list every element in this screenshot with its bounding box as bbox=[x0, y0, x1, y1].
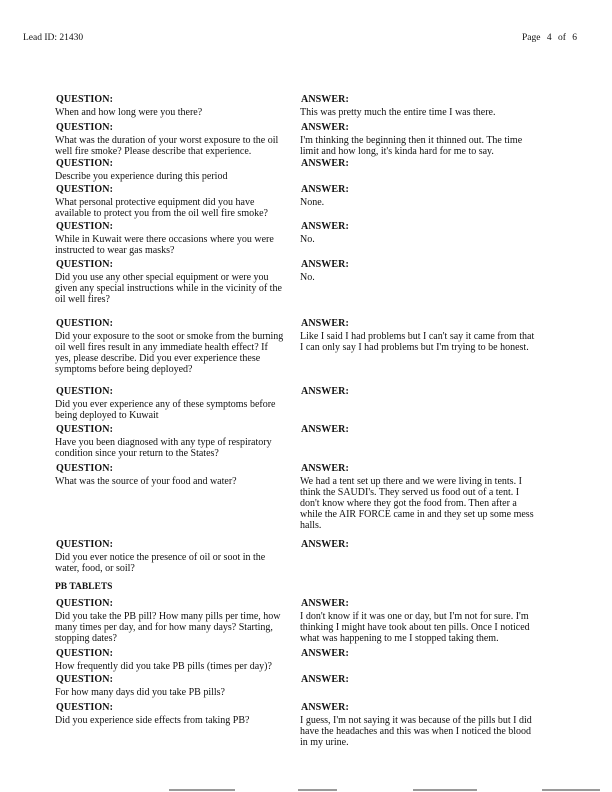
answer-text: I'm thinking the beginning then it thinned out. The time bbox=[300, 134, 523, 146]
answer-block bbox=[300, 424, 590, 437]
answer-label: ANSWER: bbox=[301, 386, 349, 397]
page-total: 6 bbox=[572, 33, 578, 43]
question-label: QUESTION: bbox=[56, 122, 114, 133]
question-text: For how many days did you take PB pills? bbox=[55, 686, 225, 698]
lead-id: Lead ID: 21430 bbox=[23, 33, 84, 43]
footer-rule bbox=[542, 789, 600, 791]
answer-text: don't know where they got the food from. Then after a bbox=[300, 497, 517, 509]
question-text: stopping dates? bbox=[55, 632, 117, 644]
answer-label: ANSWER: bbox=[301, 94, 349, 105]
answer-text: thinking I might have took about ten pills. Once I noticed bbox=[300, 621, 530, 633]
question-text: instructed to wear gas masks? bbox=[55, 244, 175, 256]
answer-text: think the SAUDI's. They served us food out of a tent. I bbox=[300, 486, 520, 498]
footer-rule bbox=[298, 789, 337, 791]
answer-block bbox=[300, 184, 590, 208]
footer-rule bbox=[413, 789, 477, 791]
question-text: While in Kuwait were there occasions where you were bbox=[55, 233, 274, 245]
question-block bbox=[55, 424, 295, 459]
question-label: QUESTION: bbox=[56, 648, 114, 659]
question-text: When and how long were you there? bbox=[55, 106, 203, 118]
question-block bbox=[55, 184, 295, 219]
answer-block bbox=[300, 598, 590, 644]
answer-text: I can only say I had problems but I'm trying to be honest. bbox=[300, 341, 529, 353]
question-block bbox=[55, 386, 295, 421]
question-text: Did your exposure to the soot or smoke from the burning bbox=[55, 330, 284, 342]
question-label: QUESTION: bbox=[56, 184, 114, 195]
answer-text: No. bbox=[300, 233, 315, 245]
section-heading-pb-tablets: PB TABLETS bbox=[55, 582, 113, 592]
question-text: Did you ever notice the presence of oil or soot in the bbox=[55, 551, 266, 563]
question-block bbox=[55, 463, 295, 487]
question-label: QUESTION: bbox=[56, 318, 114, 329]
page-current: 4 bbox=[546, 33, 552, 43]
answer-text: This was pretty much the entire time I was there. bbox=[300, 106, 496, 118]
question-block bbox=[55, 221, 295, 256]
question-label: QUESTION: bbox=[56, 598, 114, 609]
question-label: QUESTION: bbox=[56, 674, 114, 685]
question-text: water, food, or soil? bbox=[55, 562, 135, 574]
question-text: yes, please describe. Did you ever experience these bbox=[55, 352, 261, 364]
question-text: What was the source of your food and water? bbox=[55, 475, 237, 487]
answer-text: We had a tent set up there and we were living in tents. I bbox=[300, 475, 522, 487]
answer-label: ANSWER: bbox=[301, 674, 349, 685]
question-text: given any special instructions while in the vicinity of the bbox=[55, 282, 282, 294]
question-label: QUESTION: bbox=[56, 221, 114, 232]
question-text: oil well fires result in any immediate health effect? If bbox=[55, 341, 268, 353]
question-text: How frequently did you take PB pills (times per day)? bbox=[55, 660, 272, 672]
answer-block bbox=[300, 648, 590, 661]
answer-label: ANSWER: bbox=[301, 221, 349, 232]
question-text: Did you experience side effects from taking PB? bbox=[55, 714, 250, 726]
question-label: QUESTION: bbox=[56, 158, 114, 169]
question-text: Did you ever experience any of these symptoms before bbox=[55, 398, 276, 410]
answer-label: ANSWER: bbox=[301, 259, 349, 270]
answer-text: what was happening to me I stopped taking them. bbox=[300, 632, 499, 644]
answer-label: ANSWER: bbox=[301, 463, 349, 474]
answer-text: No. bbox=[300, 271, 315, 283]
question-text: Did you take the PB pill? How many pills per time, how bbox=[55, 610, 281, 622]
answer-block bbox=[300, 221, 590, 245]
answer-text: I don't know if it was one or day, but I'm not for sure. I'm bbox=[300, 610, 529, 622]
question-block bbox=[55, 539, 295, 574]
answer-text: limit and how long, it's kinda hard for me to say. bbox=[300, 145, 494, 157]
question-text: Have you been diagnosed with any type of respiratory bbox=[55, 436, 272, 448]
answer-text: None. bbox=[300, 196, 325, 208]
answer-label: ANSWER: bbox=[301, 424, 349, 435]
question-label: QUESTION: bbox=[56, 463, 114, 474]
question-text: being deployed to Kuwait bbox=[55, 409, 159, 421]
question-block bbox=[55, 94, 295, 118]
answer-label: ANSWER: bbox=[301, 539, 349, 550]
question-text: symptoms before being deployed? bbox=[55, 364, 193, 376]
question-text: condition since your return to the States? bbox=[55, 447, 219, 459]
answer-block bbox=[300, 702, 590, 748]
answer-label: ANSWER: bbox=[301, 158, 349, 169]
page-number bbox=[522, 33, 577, 43]
answer-text: while the AIR FORCE came in and they set up some mess bbox=[300, 509, 534, 521]
answer-label: ANSWER: bbox=[301, 598, 349, 609]
answer-block bbox=[300, 158, 590, 171]
answer-block bbox=[300, 539, 590, 552]
answer-label: ANSWER: bbox=[301, 318, 349, 329]
question-label: QUESTION: bbox=[56, 259, 114, 270]
question-text: available to protect you from the oil well fire smoke? bbox=[55, 207, 268, 219]
question-text: well fire smoke? Please describe that experience. bbox=[55, 145, 252, 157]
question-text: What personal protective equipment did you have bbox=[55, 196, 255, 208]
footer-rule bbox=[169, 789, 235, 791]
question-block bbox=[55, 648, 295, 672]
answer-block bbox=[300, 674, 590, 687]
question-label: QUESTION: bbox=[56, 424, 114, 435]
answer-label: ANSWER: bbox=[301, 184, 349, 195]
page-label: Page bbox=[522, 33, 541, 43]
answer-block bbox=[300, 463, 590, 532]
answer-label: ANSWER: bbox=[301, 122, 349, 133]
question-text: What was the duration of your worst exposure to the oil bbox=[55, 134, 279, 146]
answer-text: have the headaches and this was when I noticed the blood bbox=[300, 725, 532, 737]
answer-block bbox=[300, 318, 590, 353]
question-text: oil well fires? bbox=[55, 293, 110, 305]
answer-text: I guess, I'm not saying it was because of the pills but I did bbox=[300, 714, 532, 726]
question-text: Describe you experience during this period bbox=[55, 170, 228, 182]
question-text: Did you use any other special equipment or were you bbox=[55, 271, 269, 283]
question-block bbox=[55, 158, 295, 182]
question-label: QUESTION: bbox=[56, 539, 114, 550]
question-label: QUESTION: bbox=[56, 94, 114, 105]
answer-block bbox=[300, 94, 590, 118]
answer-text: in my urine. bbox=[300, 736, 349, 748]
answer-block bbox=[300, 259, 590, 283]
question-label: QUESTION: bbox=[56, 702, 114, 713]
question-block bbox=[55, 598, 295, 644]
answer-text: Like I said I had problems but I can't say it came from that bbox=[300, 330, 535, 342]
page-of: of bbox=[557, 33, 566, 43]
answer-label: ANSWER: bbox=[301, 702, 349, 713]
question-block bbox=[55, 702, 295, 726]
question-text: many times per day, and for how many days? Starting, bbox=[55, 621, 273, 633]
question-label: QUESTION: bbox=[56, 386, 114, 397]
answer-label: ANSWER: bbox=[301, 648, 349, 659]
answer-block bbox=[300, 122, 590, 157]
question-block bbox=[55, 674, 295, 698]
answer-block bbox=[300, 386, 590, 399]
question-block bbox=[55, 318, 295, 375]
question-block bbox=[55, 122, 295, 157]
answer-text: halls. bbox=[300, 520, 322, 532]
question-block bbox=[55, 259, 295, 305]
